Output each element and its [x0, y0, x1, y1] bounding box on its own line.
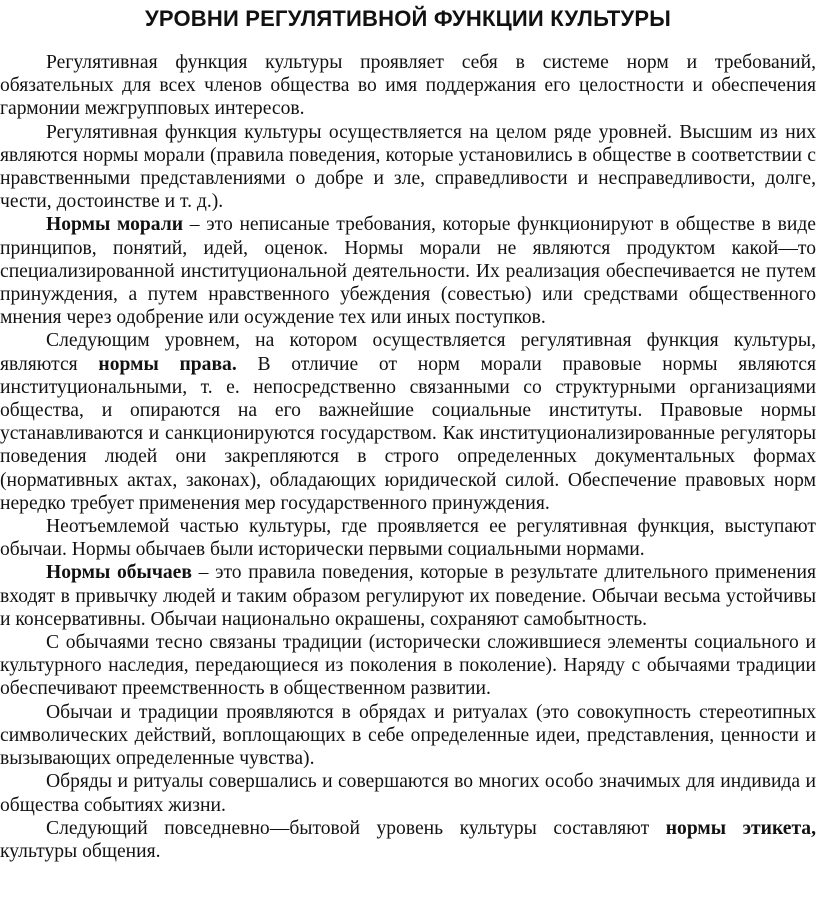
paragraph-7	[0, 631, 816, 701]
paragraph-10	[0, 817, 816, 863]
paragraph-9	[0, 770, 816, 816]
paragraph-text: Регулятивная функция культуры осуществляется на целом ряде уровней. Высшим из них являются нормы морали (правила поведения, которые установились в обществе в соответствии с нравственными представлениями о добре и зле, справедливости и несправедливости, долге, чести, достоинстве и т. д.).	[0, 121, 816, 213]
term-custom-norms: Нормы обычаев	[46, 562, 192, 584]
paragraph-6	[0, 561, 816, 631]
paragraph-1	[0, 51, 816, 121]
paragraph-4	[0, 329, 816, 515]
term-law-norms: нормы права.	[98, 353, 237, 375]
document-title: УРОВНИ РЕГУЛЯТИВНОЙ ФУНКЦИИ КУЛЬТУРЫ	[145, 6, 671, 31]
paragraph-5	[0, 515, 816, 561]
term-etiquette-norms: нормы этикета,	[665, 817, 816, 839]
paragraph-text: Неотъемлемой частью культуры, где проявляется ее регулятивная функция, выступают обычаи. Нормы обычаев были исторически первыми социальными нормами.	[0, 516, 816, 561]
paragraph-text: Обычаи и традиции проявляются в обрядах и ритуалах (это совокупность стереотипных символических действий, воплощающих в себе определенные идеи, представления, ценности и вызывающих определенные чувства).	[0, 701, 816, 770]
paragraph-text: Обряды и ритуалы совершались и совершаются во многих особо значимых для индивида и общества событиях жизни.	[0, 771, 816, 816]
paragraph-text-after: В отличие от норм морали правовые нормы являются институциональными, т. е. непосредственно связанными со структурными организациями общества, и опираются на его важнейшие социальные институты. Правовые нормы устанавливаются и санкционируются государством. Как институционализированные регуляторы поведения людей они закрепляются в строго определенных документальных формах (нормативных актах, законах), обладающих юридической силой. Обеспечение правовых норм нередко требует применения мер государственного принуждения.	[0, 353, 816, 514]
term-moral-norms: Нормы морали	[46, 214, 184, 236]
document-body	[0, 51, 816, 863]
paragraph-text-before: Следующий повседневно—бытовой уровень культуры составляют	[46, 817, 666, 839]
paragraph-text: Регулятивная функция культуры проявляет себя в системе норм и требований, обязательных для всех членов общества во имя поддержания его целостности и обеспечения гармонии межгрупповых интересов.	[0, 52, 816, 120]
paragraph-text-before: Следующим уровнем, на котором осуществляется регулятивная функция культуры, являются	[0, 330, 816, 375]
paragraph-text: С обычаями тесно связаны традиции (исторически сложившиеся элементы социального и культурного наследия, передающиеся из поколения в поколение). Наряду с обычаями традиции обеспечивают преемственность в общественном развитии.	[0, 632, 816, 700]
paragraph-text: – это неписаные требования, которые функционируют в обществе в виде принципов, понятий, идей, оценок. Нормы морали не являются продуктом какой—то специализированной институциональной деятельности. Их реализация обеспечивается не путем принуждения, а путем нравственного убеждения (совестью) или средствами общественного мнения через одобрение или осуждение тех или иных поступков.	[0, 214, 816, 329]
paragraph-text-after: культуры общения.	[0, 840, 161, 862]
paragraph-3	[0, 213, 816, 329]
paragraph-8	[0, 701, 816, 771]
paragraph-text: – это правила поведения, которые в результате длительного применения входят в привычку людей и таким образом регулируют их поведение. Обычаи весьма устойчивы и консервативны. Обычаи национально окрашены, сохраняют самобытность.	[0, 562, 816, 630]
paragraph-2	[0, 121, 816, 214]
